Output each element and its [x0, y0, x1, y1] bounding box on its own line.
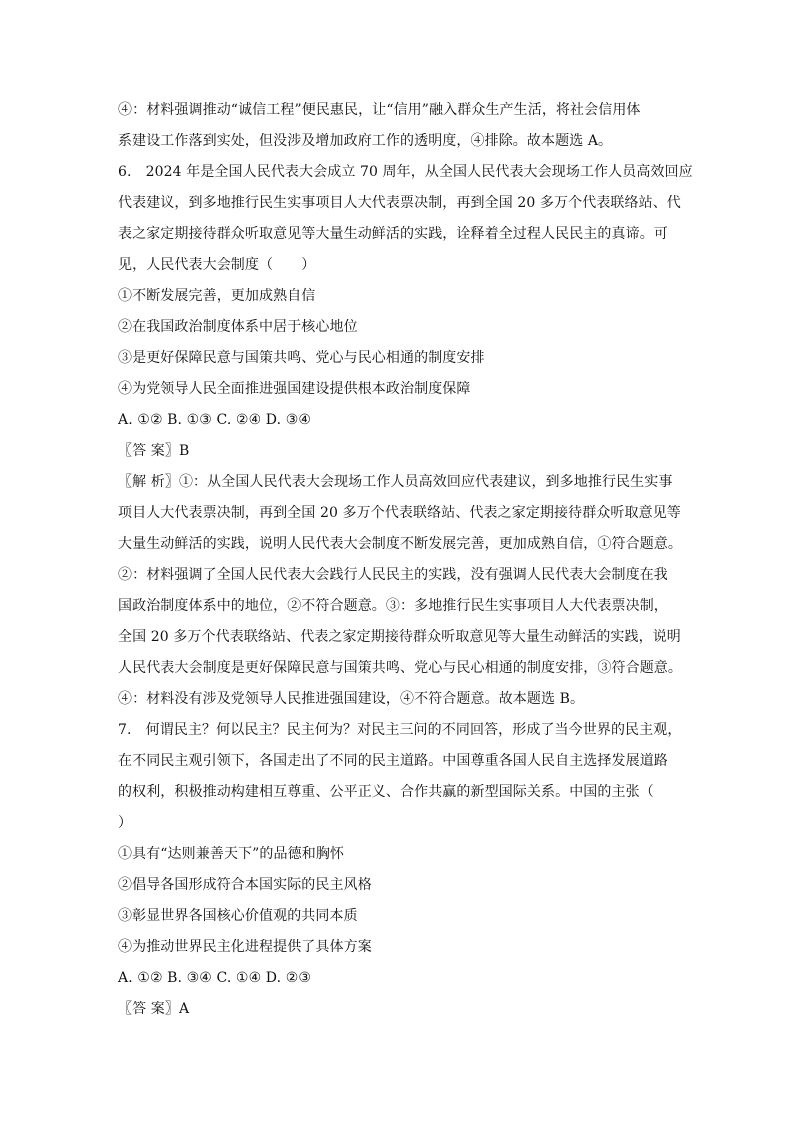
question-6-analysis: 国政治制度体系中的地位，②不符合题意。③：多地推行民生实事项目人大代表票决制，	[118, 598, 668, 614]
question-7-choices: A. ①② B. ③④ C. ①④ D. ②③	[118, 970, 311, 986]
answer-analysis-line: 系建设工作落到实处，但没涉及增加政府工作的透明度，④排除。故本题选 A。	[118, 133, 613, 149]
question-7-stem: 的权利，积极推动构建相互尊重、公平正义、合作共赢的新型国际关系。中国的主张（	[118, 784, 654, 800]
question-6-choices: A. ①② B. ①③ C. ②④ D. ③④	[118, 412, 311, 428]
question-7-option: ②倡导各国形成符合本国实际的民主风格	[118, 877, 372, 893]
question-7-answer: 〖答 案〗A	[118, 1001, 190, 1017]
question-6-analysis: 项目人大代表票决制，再到全国 20 多万个代表联络站、代表之家定期接待群众听取意见等	[118, 505, 681, 521]
question-7-option: ①具有“达则兼善天下”的品德和胸怀	[118, 846, 345, 862]
question-6-option: ①不断发展完善，更加成熟自信	[118, 288, 316, 304]
question-6-analysis: 〖解 析〗①：从全国人民代表大会现场工作人员高效回应代表建议，到多地推行民生实事	[118, 474, 673, 490]
question-7-stem: 7. 何谓民主？何以民主？民主何为？对民主三问的不同回答，形成了当今世界的民主观，	[118, 722, 682, 738]
question-6-analysis: 全国 20 多万个代表联络站、代表之家定期接待群众听取意见等大量生动鲜活的实践，说明	[118, 629, 681, 645]
question-7-stem: 在不同民主观引领下，各国走出了不同的民主道路。中国尊重各国人民自主选择发展道路	[118, 753, 668, 769]
question-6-analysis: ②：材料强调了全国人民代表大会践行人民民主的实践，没有强调人民代表大会制度在我	[118, 567, 668, 583]
question-6-stem: 见，人民代表大会制度（ ）	[118, 257, 316, 273]
question-6-option: ②在我国政治制度体系中居于核心地位	[118, 319, 358, 335]
answer-analysis-line: ④：材料强调推动“诚信工程”便民惠民，让“信用”融入群众生产生活，将社会信用体	[118, 102, 641, 118]
question-6-analysis: ④：材料没有涉及党领导人民推进强国建设，④不符合题意。故本题选 B。	[118, 691, 585, 707]
question-6-answer: 〖答 案〗B	[118, 443, 190, 459]
question-6-option: ④为党领导人民全面推进强国建设提供根本政治制度保障	[118, 381, 471, 397]
question-6-analysis: 人民代表大会制度是更好保障民意与国策共鸣、党心与民心相通的制度安排，③符合题意。	[118, 660, 682, 676]
question-7-option: ③彰显世界各国核心价值观的共同本质	[118, 908, 358, 924]
document-body	[118, 100, 693, 1030]
question-7-stem: ）	[118, 815, 133, 831]
question-6-analysis: 大量生动鲜活的实践，说明人民代表大会制度不断发展完善，更加成熟自信，①符合题意。	[118, 536, 682, 552]
question-6-stem: 表之家定期接待群众听取意见等大量生动鲜活的实践，诠释着全过程人民民主的真谛。可	[118, 226, 668, 242]
question-7-option: ④为推动世界民主化进程提供了具体方案	[118, 939, 372, 955]
question-6-stem: 6. 2024 年是全国人民代表大会成立 70 周年，从全国人民代表大会现场工作人员高效回应	[118, 164, 693, 180]
question-6-option: ③是更好保障民意与国策共鸣、党心与民心相通的制度安排	[118, 350, 485, 366]
question-6-stem: 代表建议，到多地推行民生实事项目人大代表票决制，再到全国 20 多万个代表联络站、代	[118, 195, 681, 211]
